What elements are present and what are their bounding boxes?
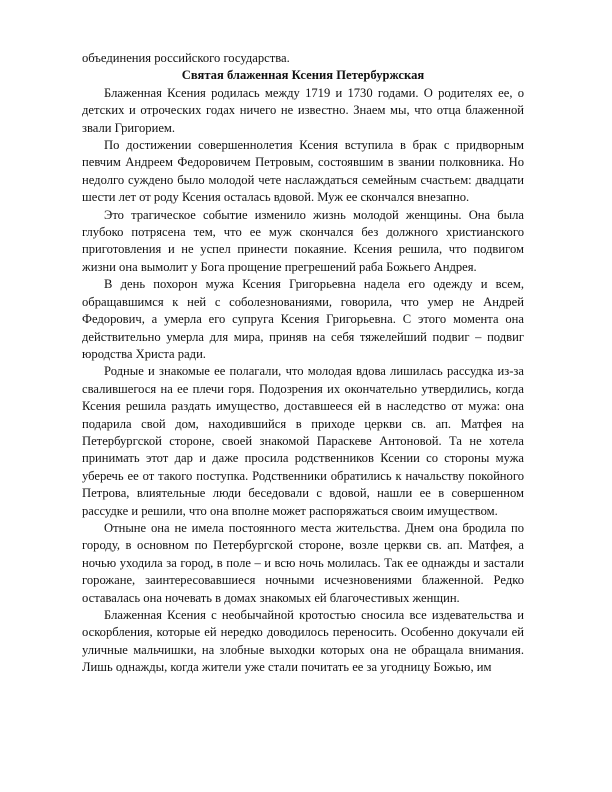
paragraph-5: Родные и знакомые ее полагали, что молодая вдова лишилась рассудка из-за свалившегося на ее плечи горя. Подозрения их окончательно утвердились, когда Ксения решила раздать имущество, доставшееся ей в наследство от мужа: она подарила свой дом, находившийся в приходе церкви св. ап. Матфея на Петербургской стороне, своей знакомой Параскеве Антоновой. Та не хотела принимать этот дар и даже просила родственников Ксении со стороны мужа уберечь ее от такого поступка. Родственники обратились к начальству покойного Петрова, влиятельные люди беседовали с вдовой, нашли ее в совершенном рассудке и решили, что она вполне может распоряжаться своим имуществом. [82, 364, 524, 518]
paragraph-1: Блаженная Ксения родилась между 1719 и 1730 годами. О родителях ее, о детских и отроческих годах ничего не известно. Знаем мы, что отца блаженной звали Григорием. [82, 85, 524, 135]
paragraph-3: Это трагическое событие изменило жизнь молодой женщины. Она была глубоко потрясена тем, что ее муж скончался без должного христианского приготовления и не успел принести покаяние. Ксения решила, что подвигом жизни она вымолит у Бога прощение прегрешений раба Божьего Андрея. [82, 207, 524, 274]
paragraph-4: В день похорон мужа Ксения Григорьевна надела его одежду и всем, обращавшимся к ней с соболезнованиями, говорила, что умер не Андрей Федорович, а умерла его супруга Ксения Григорьевна. С этого момента она действительно умерла для мира, приняв на себя тяжелейший подвиг – подвиг юродства Христа ради. [82, 277, 524, 361]
paragraph-7: Блаженная Ксения с необычайной кротостью сносила все издевательства и оскорбления, которые ей нередко доводилось переносить. Особенно докучали ей уличные мальчишки, на злобные выходки которых она не обращала внимания. Лишь однажды, когда жители уже стали почитать ее за угодницу Божью, им [82, 608, 524, 675]
document-page [82, 50, 524, 677]
section-title: Святая блаженная Ксения Петербуржская [181, 68, 425, 83]
paragraph-6: Отныне она не имела постоянного места жительства. Днем она бродила по городу, в основном по Петербургской стороне, возле церкви св. ап. Матфея, а ночью уходила за город, в поле – и всю ночь молилась. Так ее однажды и застали горожане, заинтересовавшиеся ночными исчезновениями блаженной. Редко оставалась она ночевать в домах знакомых ей благочестивых женщин. [82, 520, 524, 605]
paragraph-2: По достижении совершеннолетия Ксения вступила в брак с придворным певчим Андреем Федоровичем Петровым, состоявшим в звании полковника. Но недолго суждено было молодой чете наслаждаться семейным счастьем: двадцати шести лет от роду Ксения осталась вдовой. Муж ее скончался внезапно. [82, 138, 524, 205]
lead-line: объединения российского государства. [82, 51, 290, 65]
